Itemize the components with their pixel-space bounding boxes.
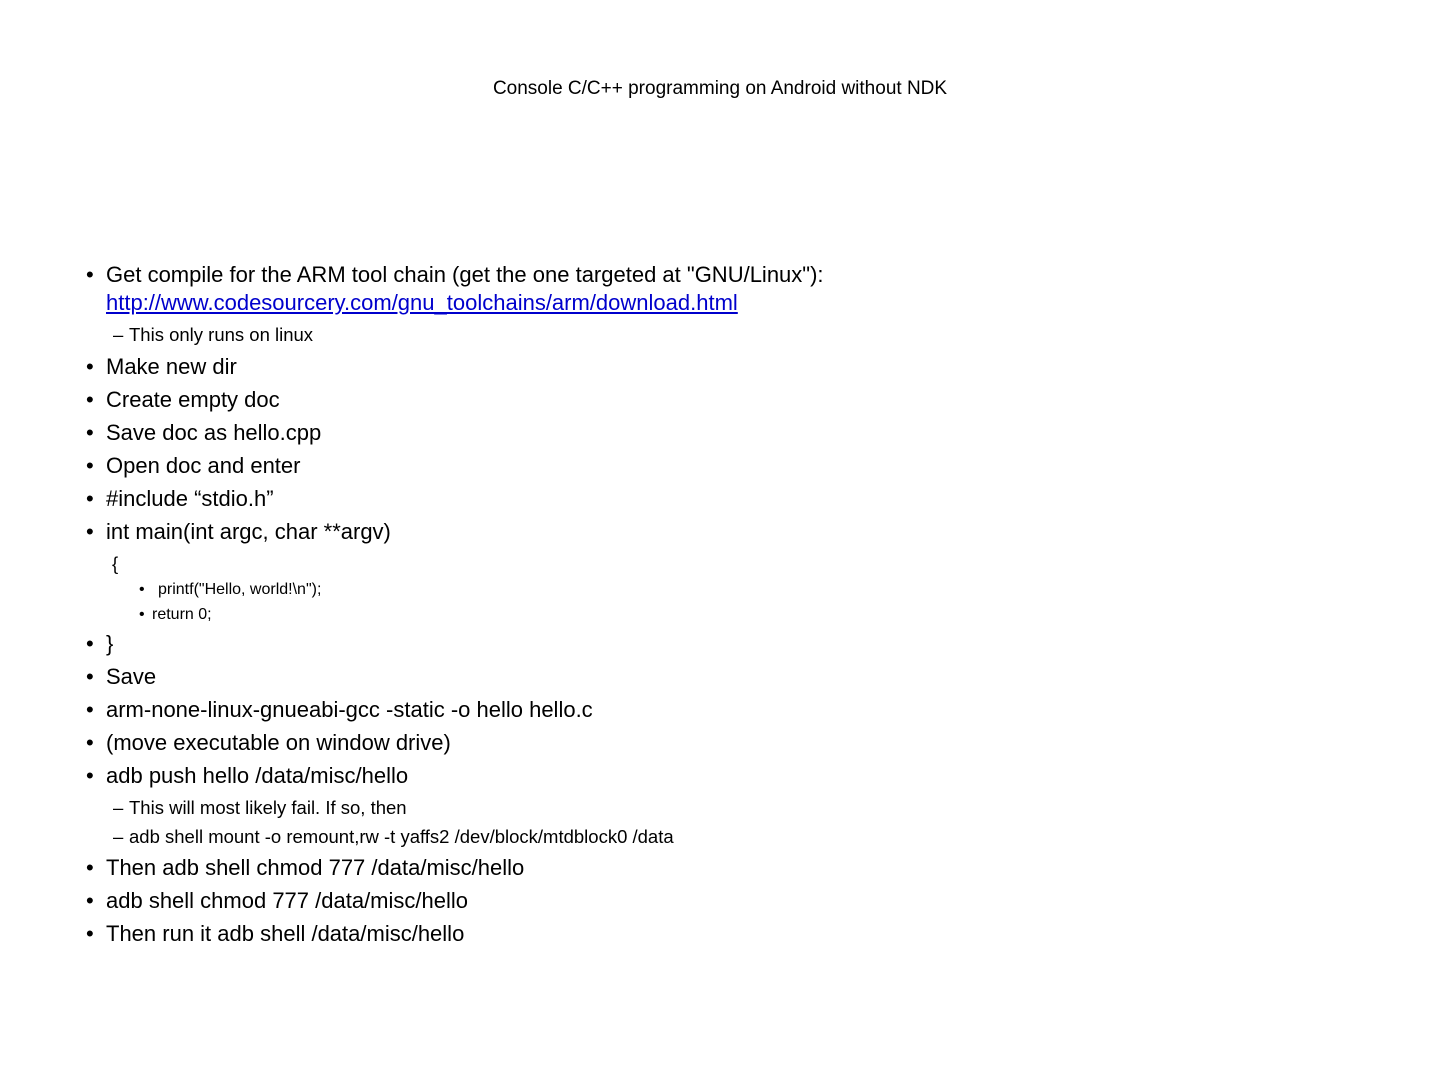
list-item-text: Get compile for the ARM tool chain (get the one targeted at "GNU/Linux"): [106, 262, 824, 287]
sub-item-text: This only runs on linux [129, 324, 314, 345]
dash-icon: – [113, 324, 124, 345]
bullet-icon: • [86, 420, 94, 445]
sub-item-text: adb shell mount -o remount,rw -t yaffs2 /dev/block/mtdblock0 /data [129, 826, 674, 847]
bullet-icon: • [86, 921, 94, 946]
list-item-text: Make new dir [106, 354, 237, 379]
list-item-text: Save doc as hello.cpp [106, 420, 322, 445]
list-item-text: Then adb shell chmod 777 /data/misc/hello [106, 855, 525, 880]
list-item-text: arm-none-linux-gnueabi-gcc -static -o hello hello.c [106, 697, 593, 722]
list-item-link-line [106, 289, 738, 317]
sub-item-remount [113, 825, 674, 849]
list-item-close-brace [86, 630, 113, 658]
sub-sub-item-text: printf("Hello, world!\n"); [158, 581, 322, 598]
list-item-text: #include “stdio.h” [106, 486, 274, 511]
list-item-move [86, 729, 451, 757]
sub-item-text: This will most likely fail. If so, then [129, 797, 407, 818]
bullet-icon: • [86, 664, 94, 689]
bullet-icon: • [86, 855, 94, 880]
list-item-create-doc [86, 386, 280, 414]
bullet-icon: • [139, 581, 145, 598]
list-item-text: adb push hello /data/misc/hello [106, 763, 409, 788]
bullet-icon: • [86, 888, 94, 913]
list-item-text: adb shell chmod 777 /data/misc/hello [106, 888, 468, 913]
bullet-icon: • [86, 763, 94, 788]
list-item-text: int main(int argc, char **argv) [106, 519, 391, 544]
list-item-get-compile [86, 261, 824, 289]
bullet-icon: • [86, 354, 94, 379]
bullet-icon: • [86, 262, 94, 287]
list-item-adb-push [86, 762, 408, 790]
dash-icon: – [113, 797, 124, 818]
list-item-then-chmod [86, 854, 524, 882]
sub-sub-item-return [139, 604, 212, 626]
bullet-icon: • [86, 486, 94, 511]
list-item-int-main [86, 518, 391, 546]
bullet-icon: • [86, 387, 94, 412]
bullet-icon: • [86, 730, 94, 755]
bullet-icon: • [86, 453, 94, 478]
bullet-icon: • [139, 606, 145, 623]
list-item-run [86, 920, 464, 948]
list-item-include [86, 485, 274, 513]
list-item-make-dir [86, 353, 237, 381]
list-item-text: Create empty doc [106, 387, 280, 412]
list-item-save-doc [86, 419, 321, 447]
slide-title: Console C/C++ programming on Android without NDK [492, 78, 948, 99]
bullet-icon: • [86, 519, 94, 544]
list-item-open-doc [86, 452, 300, 480]
sub-item-likely-fail [113, 796, 407, 820]
list-item-text: (move executable on window drive) [106, 730, 451, 755]
sub-sub-item-printf [139, 579, 321, 601]
list-item-save [86, 663, 156, 691]
toolchain-download-link[interactable]: http://www.codesourcery.com/gnu_toolchains/arm/download.html [106, 290, 738, 315]
list-item-text: } [106, 631, 114, 656]
list-item-gcc [86, 696, 593, 724]
sub-item-linux-only [113, 323, 313, 347]
list-item-chmod [86, 887, 468, 915]
sub-sub-item-text: return 0; [152, 606, 212, 623]
list-item-text: Open doc and enter [106, 453, 301, 478]
bullet-icon: • [86, 697, 94, 722]
list-item-text: Then run it adb shell /data/misc/hello [106, 921, 465, 946]
open-brace-line: { [112, 553, 119, 574]
list-item-text: Save [106, 664, 157, 689]
dash-icon: – [113, 826, 124, 847]
bullet-icon: • [86, 631, 94, 656]
